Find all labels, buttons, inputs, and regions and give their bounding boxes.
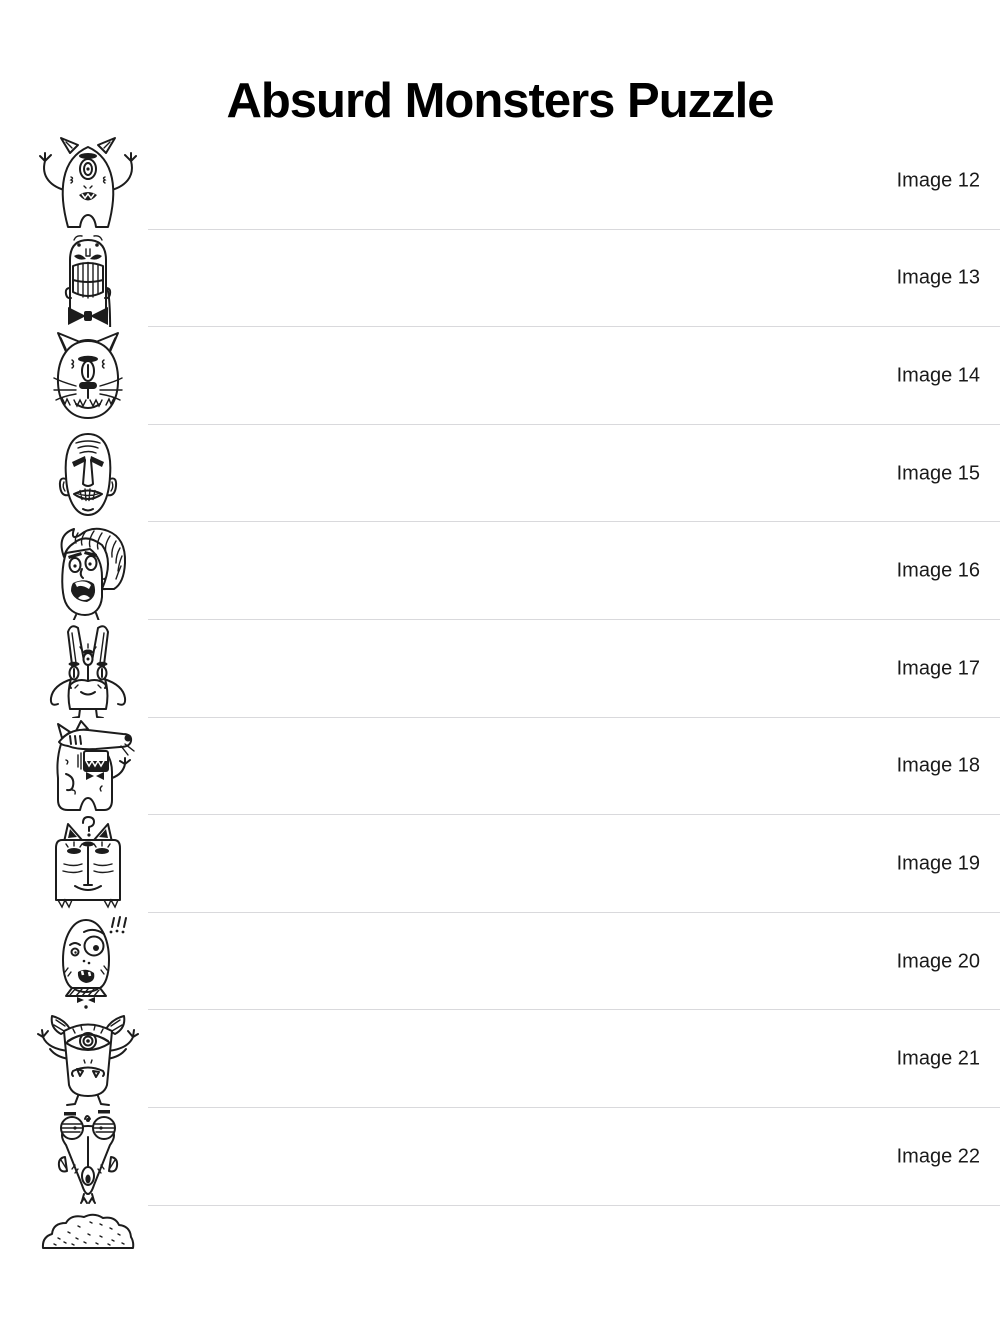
list-item-partial[interactable] [0, 1206, 1000, 1334]
monster-tall-ears-icon[interactable] [28, 619, 148, 719]
image-label: Image 16 [896, 559, 980, 582]
image-label: Image 14 [896, 364, 980, 387]
monster-egg-head-icon[interactable] [28, 912, 148, 1012]
monster-square-cat-icon[interactable] [28, 814, 148, 914]
image-label: Image 20 [896, 950, 980, 973]
monster-goggle-eyes-icon[interactable] [28, 1107, 148, 1207]
monster-horned-cyclops-icon[interactable] [28, 1009, 148, 1109]
image-list [0, 132, 1000, 1334]
monster-bumpy-head-partial-icon[interactable] [38, 1210, 138, 1250]
monster-long-face-icon[interactable] [28, 424, 148, 524]
list-item[interactable] [0, 522, 1000, 620]
list-item[interactable] [0, 230, 1000, 328]
monster-cyclops-arms-up-icon[interactable] [28, 131, 148, 231]
image-label: Image 12 [896, 169, 980, 192]
monster-cat-face-icon[interactable] [28, 326, 148, 426]
list-item[interactable] [0, 913, 1000, 1011]
page-title: Absurd Monsters Puzzle [226, 73, 774, 128]
list-item[interactable] [0, 132, 1000, 230]
list-item[interactable] [0, 815, 1000, 913]
image-label: Image 18 [896, 754, 980, 777]
image-label: Image 19 [896, 852, 980, 875]
image-label: Image 21 [896, 1047, 980, 1070]
list-item[interactable] [0, 1010, 1000, 1108]
list-item[interactable] [0, 327, 1000, 425]
image-label: Image 17 [896, 657, 980, 680]
monster-long-snout-icon[interactable] [28, 716, 148, 816]
list-item[interactable] [0, 620, 1000, 718]
list-item[interactable] [0, 1108, 1000, 1206]
list-item[interactable] [0, 425, 1000, 523]
monster-pompadour-scream-icon[interactable] [28, 521, 148, 621]
list-item[interactable] [0, 718, 1000, 816]
monster-grin-bowtie-icon[interactable] [28, 228, 148, 328]
image-label: Image 15 [896, 462, 980, 485]
image-label: Image 13 [896, 266, 980, 289]
image-label: Image 22 [896, 1145, 980, 1168]
